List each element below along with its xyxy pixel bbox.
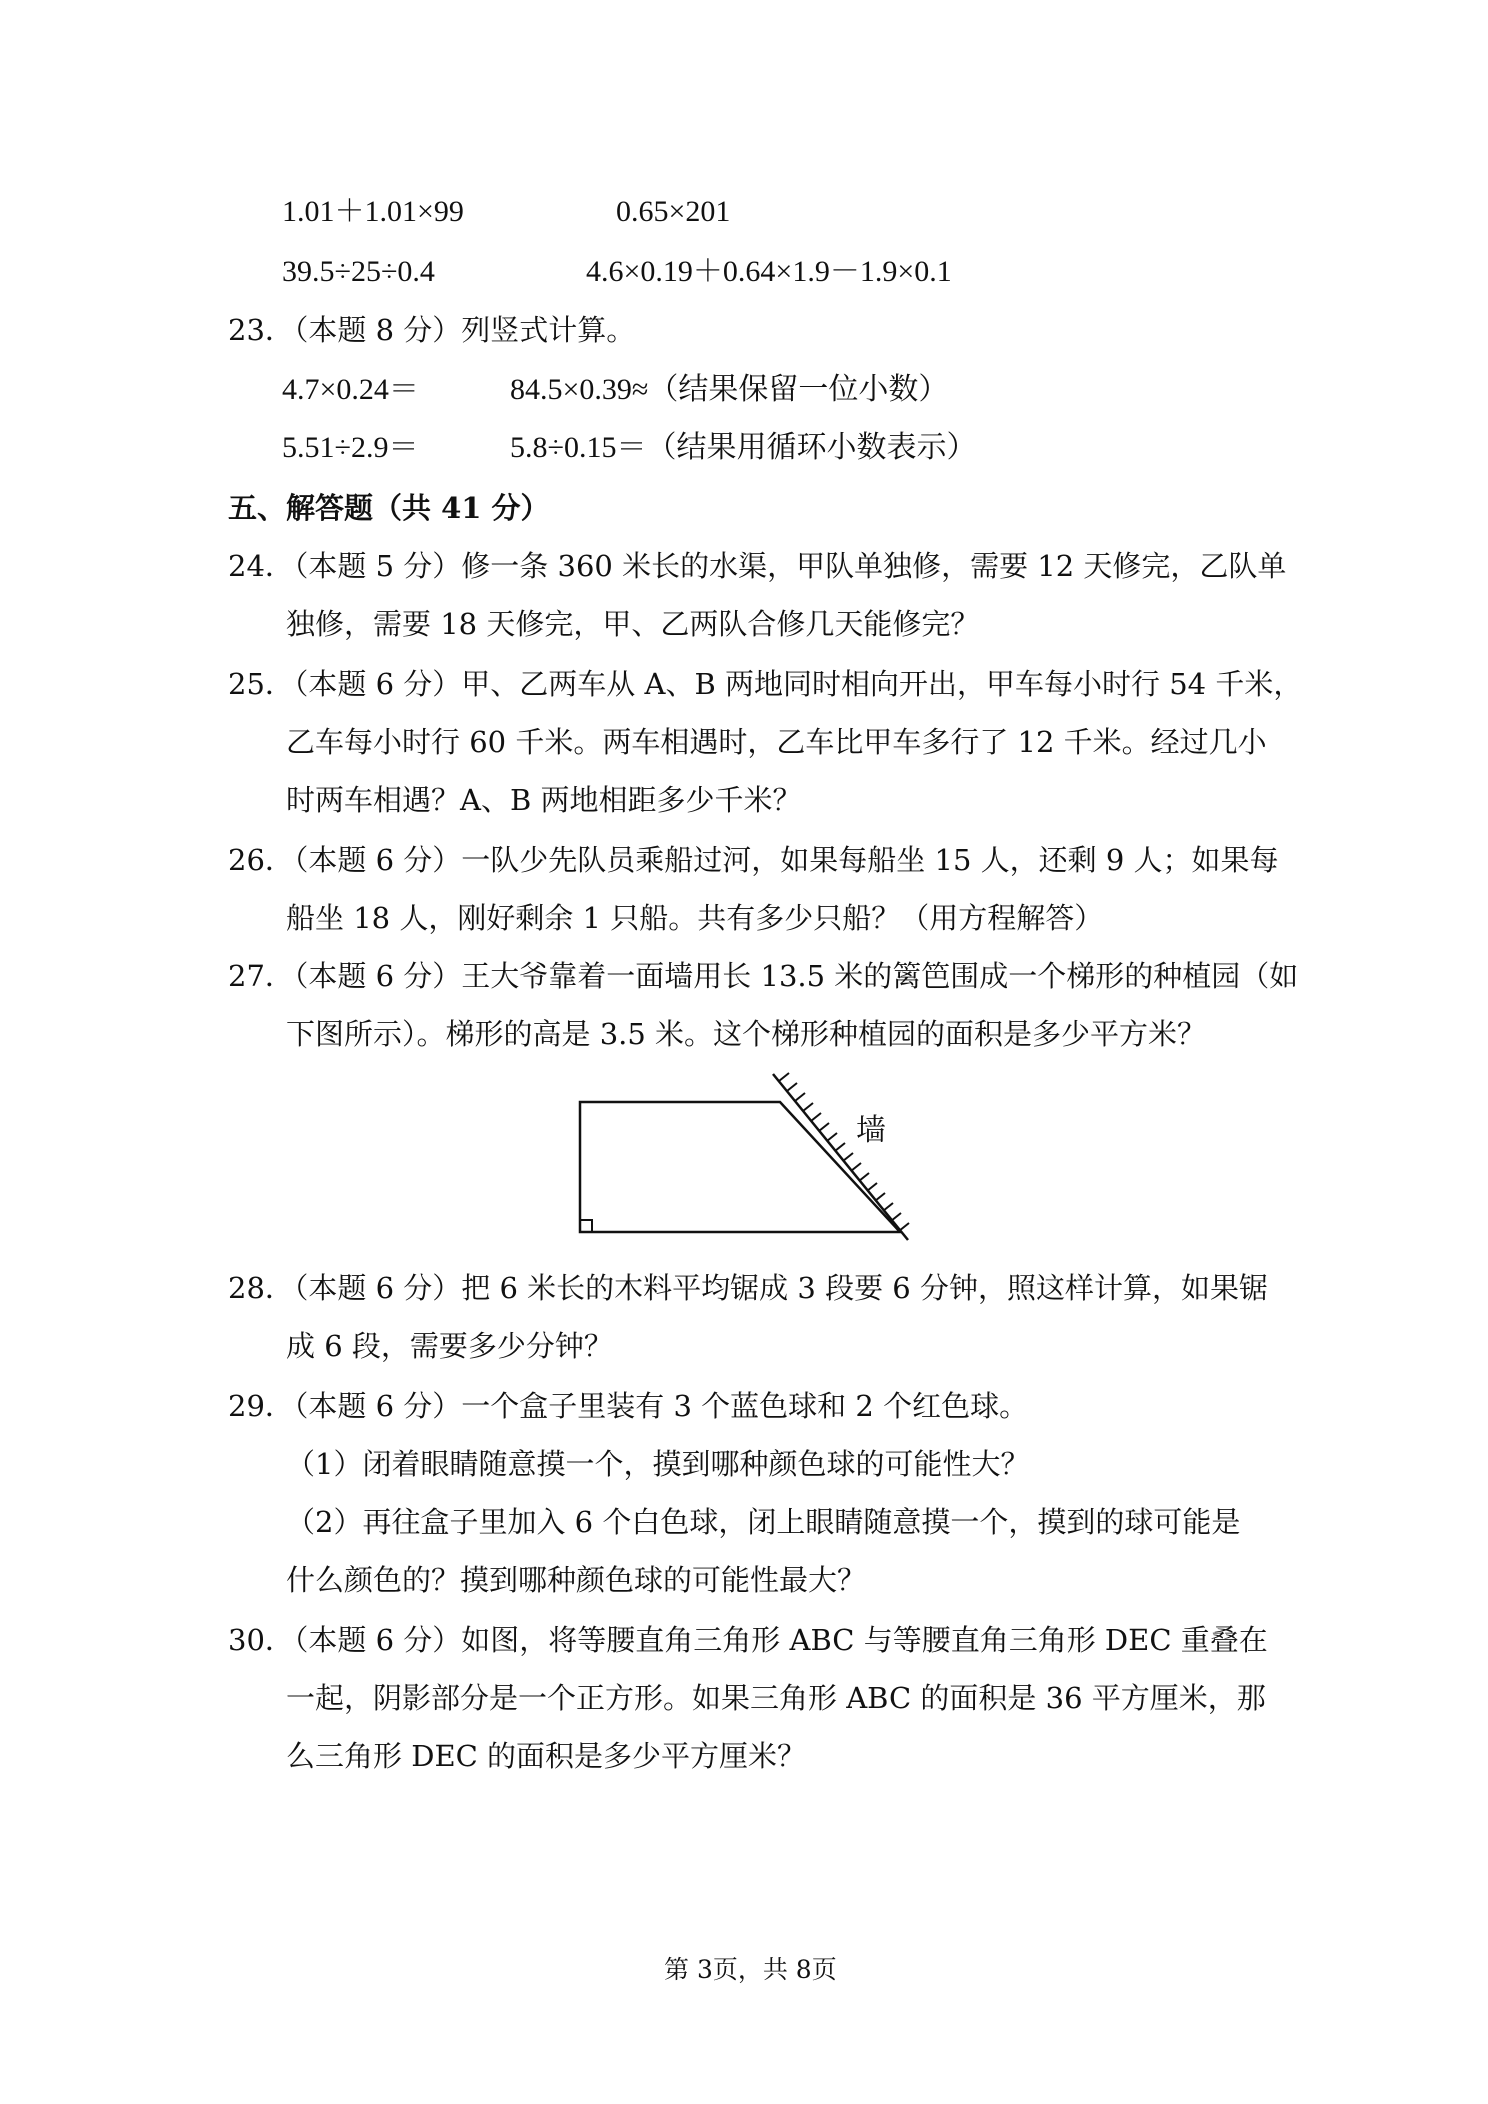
calc-22-row1-right: 0.65×201 [616,195,731,228]
q25-line3: 时两车相遇？A、B 两地相距多少千米？ [286,783,802,817]
calc-22-row2-left: 39.5÷25÷0.4 [282,255,435,288]
q28-line1: 28．（本题 6 分）把 6 米长的木料平均锯成 3 段要 6 分钟，照这样计算，如果锯 [228,1271,1268,1305]
q29-line3: （2）再往盒子里加入 6 个白色球，闭上眼睛随意摸一个，摸到的球可能是 [286,1505,1241,1539]
q28-line2: 成 6 段，需要多少分钟？ [286,1329,613,1363]
calc-22-row2-right: 4.6×0.19＋0.64×1.9－1.9×0.1 [586,255,952,288]
calc-23-row2-left: 5.51÷2.9＝ [282,431,419,464]
wall-hatching [779,1073,909,1231]
trapezoid-figure [560,1060,940,1250]
trapezoid-shape [580,1102,900,1232]
q30-line2: 一起，阴影部分是一个正方形。如果三角形 ABC 的面积是 36 平方厘米，那 [286,1681,1266,1715]
wall-line [773,1074,908,1240]
calc-23-row2-right: 5.8÷0.15＝（结果用循环小数表示） [510,431,977,464]
section-5-title: 五、解答题（共 41 分） [228,491,550,525]
q24-line1: 24．（本题 5 分）修一条 360 米长的水渠，甲队单独修，需要 12 天修完，乙队单 [228,549,1287,583]
q29-line2: （1）闭着眼睛随意摸一个，摸到哪种颜色球的可能性大？ [286,1447,1030,1481]
calc-23-row1-left: 4.7×0.24＝ [282,373,419,406]
q30-line1: 30．（本题 6 分）如图，将等腰直角三角形 ABC 与等腰直角三角形 DEC 重叠在 [228,1623,1268,1657]
q27-line2: 下图所示）。梯形的高是 3.5 米。这个梯形种植园的面积是多少平方米？ [286,1017,1207,1051]
calc-22-row1-left: 1.01＋1.01×99 [282,195,464,228]
q26-line1: 26．（本题 6 分）一队少先队员乘船过河，如果每船坐 15 人，还剩 9 人；如果每 [228,843,1279,877]
q27-line1: 27．（本题 6 分）王大爷靠着一面墙用长 13.5 米的篱笆围成一个梯形的种植园（如 [228,959,1299,993]
q30-line3: 么三角形 DEC 的面积是多少平方厘米？ [286,1739,807,1773]
q29-line4: 什么颜色的？摸到哪种颜色球的可能性最大？ [286,1563,867,1597]
q29-line1: 29．（本题 6 分）一个盒子里装有 3 个蓝色球和 2 个红色球。 [228,1389,1029,1423]
page-footer: 第 3页，共 8页 [664,1955,837,1984]
wall-label: 墙 [856,1113,886,1148]
q26-line2: 船坐 18 人，刚好剩余 1 只船。共有多少只船？（用方程解答） [286,901,1104,935]
q24-line2: 独修，需要 18 天修完，甲、乙两队合修几天能修完？ [286,607,980,641]
q25-line1: 25．（本题 6 分）甲、乙两车从 A、B 两地同时相向开出，甲车每小时行 54 千米， [228,667,1303,701]
q23-header: 23．（本题 8 分）列竖式计算。 [228,313,636,347]
right-angle-mark [580,1220,592,1232]
calc-23-row1-right: 84.5×0.39≈（结果保留一位小数） [510,373,949,406]
q25-line2: 乙车每小时行 60 千米。两车相遇时，乙车比甲车多行了 12 千米。经过几小 [286,725,1267,759]
